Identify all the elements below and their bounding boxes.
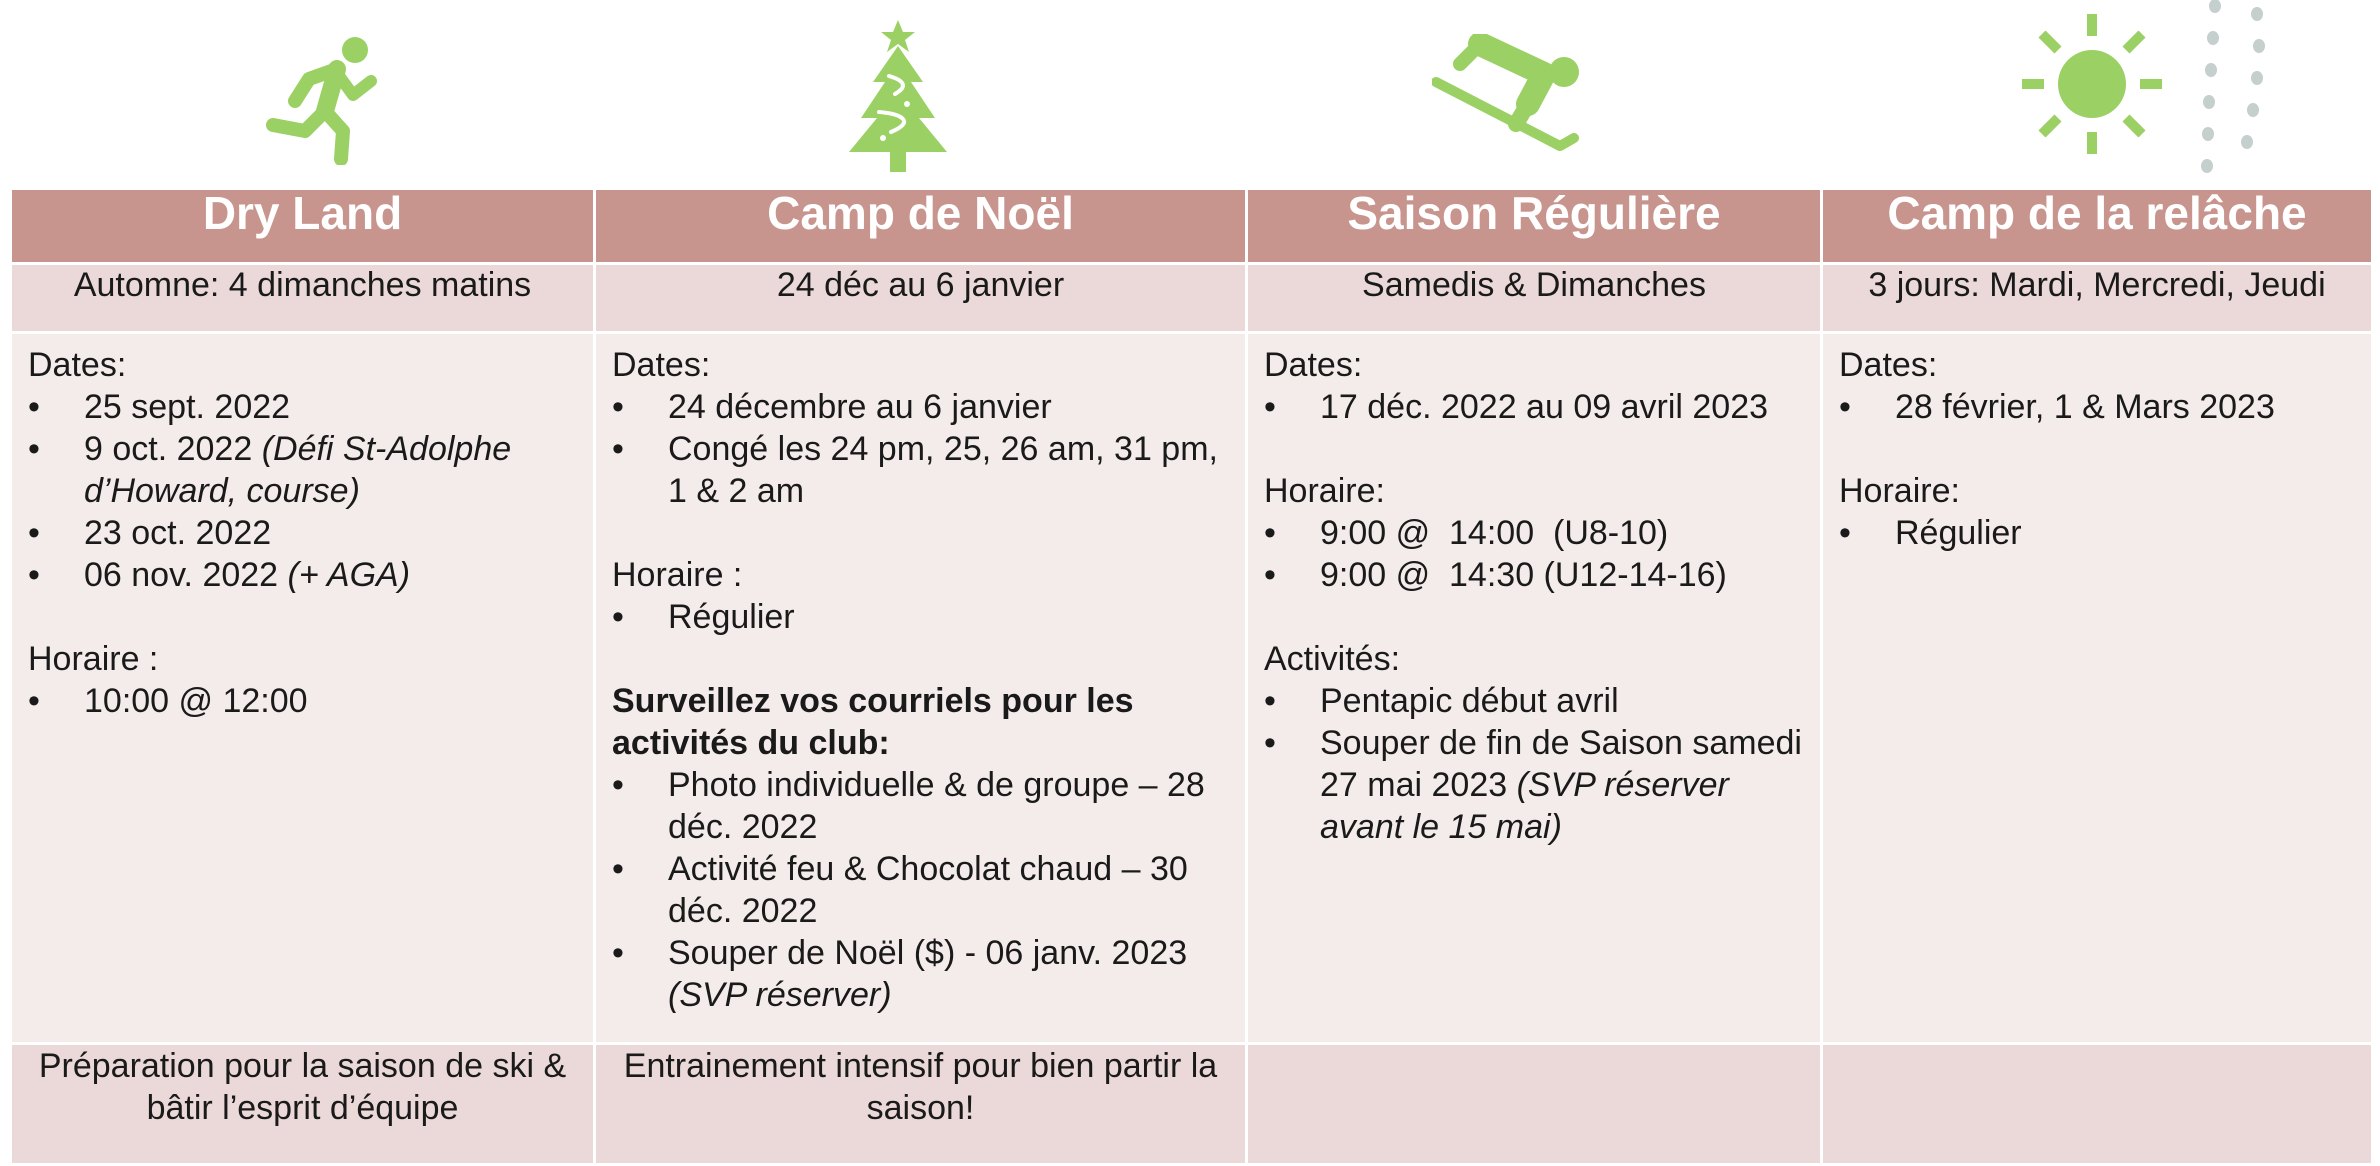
activity-text: Souper de Noël ($) - 06 janv. 2023 (668, 934, 1188, 972)
activity-note: (SVP réserver avant le 15 mai) (1320, 766, 1729, 846)
date-text: Congé les 24 pm, 25, 26 am, 31 pm, 1 & 2 am (668, 430, 1218, 510)
column-subtitle: Samedis & Dimanches (1247, 264, 1822, 333)
subtitle-row (11, 264, 2373, 333)
details-camp-relache (1822, 333, 2373, 1044)
date-note: (+ AGA) (287, 556, 411, 594)
skier-icon (1432, 34, 1580, 158)
list-item: • 9:00 @ 14:00 (U8-10) (1264, 512, 1802, 554)
schedule-label: Horaire: (1839, 472, 1960, 510)
column-subtitle: 3 jours: Mardi, Mercredi, Jeudi (1822, 264, 2373, 333)
list-item: • Régulier (1839, 512, 2353, 554)
schedule-label: Horaire : (28, 640, 159, 678)
list-item: • Souper de fin de Saison samedi 27 mai 2023 (SVP réserver avant le 15 mai) (1264, 724, 1802, 846)
footer-row (11, 1044, 2373, 1165)
list-item: • 23 oct. 2022 (28, 514, 272, 552)
list-item: • 9:00 @ 14:30 (U12-14-16) (1264, 554, 1802, 596)
header-row (11, 189, 2373, 264)
date-text: 17 déc. 2022 au 09 avril 2023 (1320, 388, 1769, 426)
column-title-saison-reguliere: Saison Régulière (1247, 189, 1822, 264)
column-footer: Entrainement intensif pour bien partir la saison! (595, 1044, 1247, 1165)
list-item: • 24 décembre au 6 janvier (612, 386, 1227, 428)
details-camp-noel (595, 333, 1247, 1044)
column-footer (1822, 1044, 2373, 1165)
list-item: • 9 oct. 2022 (Défi St-Adolphe d’Howard, course) (28, 430, 512, 510)
column-subtitle: 24 déc au 6 janvier (595, 264, 1247, 333)
date-text: 25 sept. 2022 (84, 388, 291, 426)
date-text: 28 février, 1 & Mars 2023 (1895, 388, 2275, 426)
column-title-camp-relache: Camp de la relâche (1822, 189, 2373, 264)
list-item: • Régulier (612, 596, 1227, 638)
dates-label: Dates: (1264, 346, 1363, 384)
schedule-label: Horaire : (612, 556, 743, 594)
watch-email-label: Surveillez vos courriels pour les activités du club: (612, 682, 1134, 762)
activity-note: (SVP réserver) (668, 976, 892, 1014)
activity-text: Photo individuelle & de groupe – 28 déc. 2022 (668, 766, 1205, 846)
schedule-text: 10:00 @ 12:00 (84, 682, 308, 720)
decorative-dots (2195, 0, 2285, 185)
list-item: • 06 nov. 2022 (+ AGA) (28, 556, 411, 594)
list-item: • 10:00 @ 12:00 (28, 680, 575, 722)
dates-label: Dates: (612, 346, 711, 384)
column-subtitle: Automne: 4 dimanches matins (11, 264, 595, 333)
list-item: • Photo individuelle & de groupe – 28 déc. 2022 (612, 764, 1227, 848)
list-item: • 25 sept. 2022 (28, 388, 291, 426)
details-row (11, 333, 2373, 1044)
running-person-icon (265, 35, 381, 165)
dates-label: Dates: (28, 346, 127, 384)
details-dry-land (11, 333, 595, 1044)
schedule-text: 9:00 @ 14:30 (U12-14-16) (1320, 556, 1727, 594)
list-item: • Activité feu & Chocolat chaud – 30 déc. 2022 (612, 848, 1227, 932)
activity-text: Souper de fin de Saison samedi 27 mai 2023 (1320, 724, 1802, 804)
schedule-text: Régulier (1895, 514, 2022, 552)
activities-label: Activités: (1264, 640, 1401, 678)
date-text: 06 nov. 2022 (84, 556, 288, 594)
details-saison-reguliere (1247, 333, 1822, 1044)
activity-text: Pentapic début avril (1320, 682, 1619, 720)
list-item: • Congé les 24 pm, 25, 26 am, 31 pm, 1 & 2 am (612, 428, 1227, 512)
date-text: 23 oct. 2022 (84, 514, 272, 552)
dates-label: Dates: (1839, 346, 1938, 384)
column-footer (1247, 1044, 1822, 1165)
schedule-label: Horaire: (1264, 472, 1385, 510)
date-text: 24 décembre au 6 janvier (668, 388, 1052, 426)
list-item: • 17 déc. 2022 au 09 avril 2023 (1264, 386, 1802, 428)
column-footer: Préparation pour la saison de ski & bâtir l’esprit d’équipe (11, 1044, 595, 1165)
column-title-camp-noel: Camp de Noël (595, 189, 1247, 264)
christmas-tree-icon (843, 20, 953, 172)
schedule-text: 9:00 @ 14:00 (U8-10) (1320, 514, 1669, 552)
sun-icon (2020, 12, 2164, 156)
list-item: • Pentapic début avril (1264, 680, 1802, 722)
column-title-dry-land: Dry Land (11, 189, 595, 264)
schedule-table (9, 187, 2374, 1166)
list-item: • 28 février, 1 & Mars 2023 (1839, 386, 2353, 428)
schedule-text: Régulier (668, 598, 795, 636)
activity-text: Activité feu & Chocolat chaud – 30 déc. 2022 (668, 850, 1188, 930)
date-note: (Défi St-Adolphe d’Howard, course) (84, 430, 512, 510)
list-item: • Souper de Noël ($) - 06 janv. 2023 (SVP réserver) (612, 934, 1188, 1014)
date-text: 9 oct. 2022 (84, 430, 262, 468)
